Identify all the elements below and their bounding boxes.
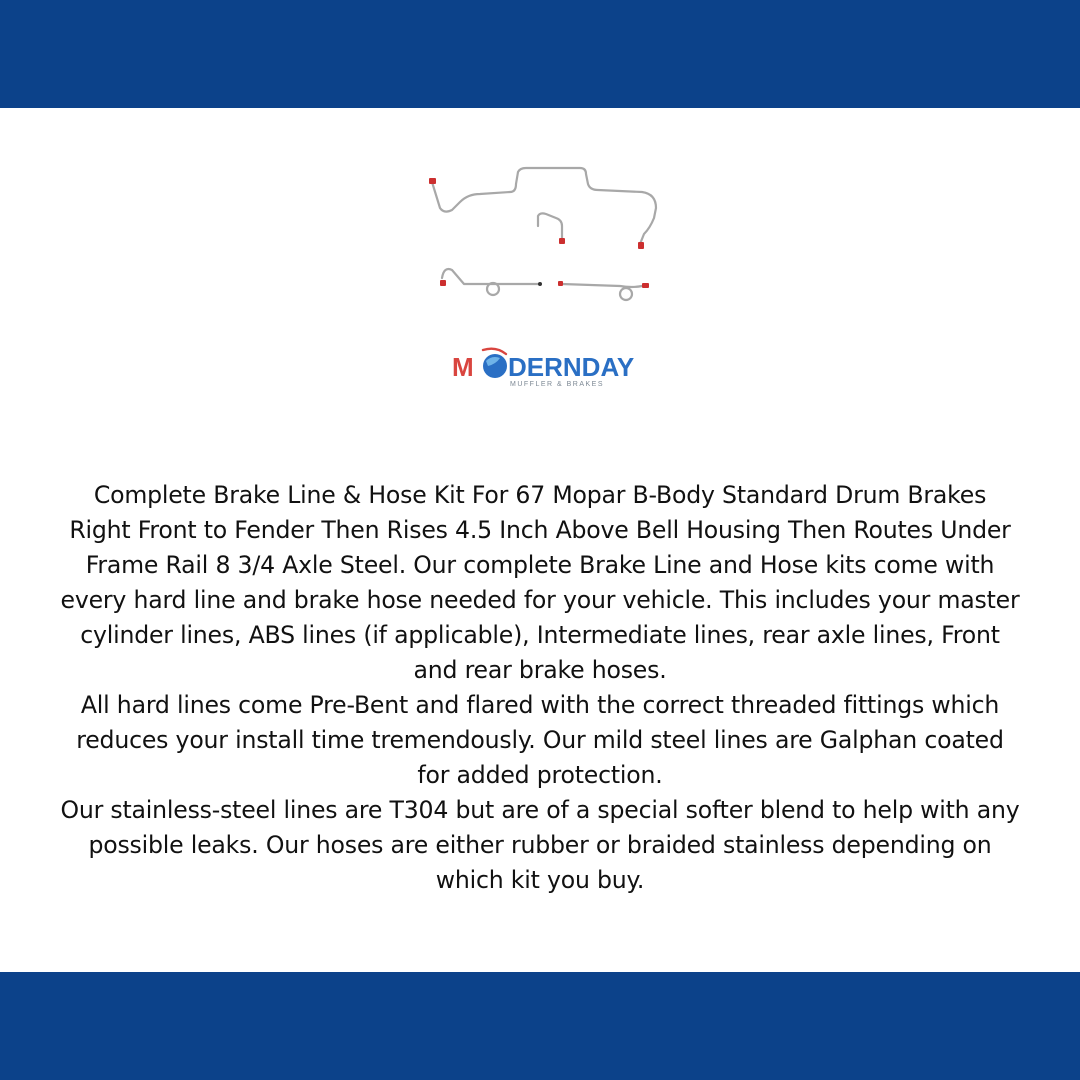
top-banner [0, 0, 1080, 108]
bottom-banner [0, 972, 1080, 1080]
logo-wordmark: DERNDAY [508, 352, 635, 382]
logo-tagline: MUFFLER & BRAKES [510, 381, 605, 388]
brand-logo [448, 344, 648, 390]
description-paragraph: Our stainless-steel lines are T304 but are of a special softer blend to help with any possible leaks. Our hoses are either rubber or braided stainless depending on which kit you buy. [60, 796, 1020, 894]
svg-text:M: M [452, 352, 474, 382]
description-paragraph: All hard lines come Pre-Bent and flared with the correct threaded fittings which reduces your install time tremendously. Our mild steel lines are Galphan coated for added protection. [76, 691, 1004, 789]
product-description [60, 478, 1020, 898]
brake-line-kit-image [420, 160, 670, 310]
description-paragraph: Complete Brake Line & Hose Kit For 67 Mopar B-Body Standard Drum Brakes Right Front to Fender Then Rises 4.5 Inch Above Bell Housing Then Routes Under Frame Rail 8 3/4 Axle Steel. Our complete Brake Line and Hose kits come with every hard line and brake hose needed for your vehicle. This includes your master cylinder lines, ABS lines (if applicable), Intermediate lines, rear axle lines, Front and rear brake hoses. [60, 481, 1020, 684]
